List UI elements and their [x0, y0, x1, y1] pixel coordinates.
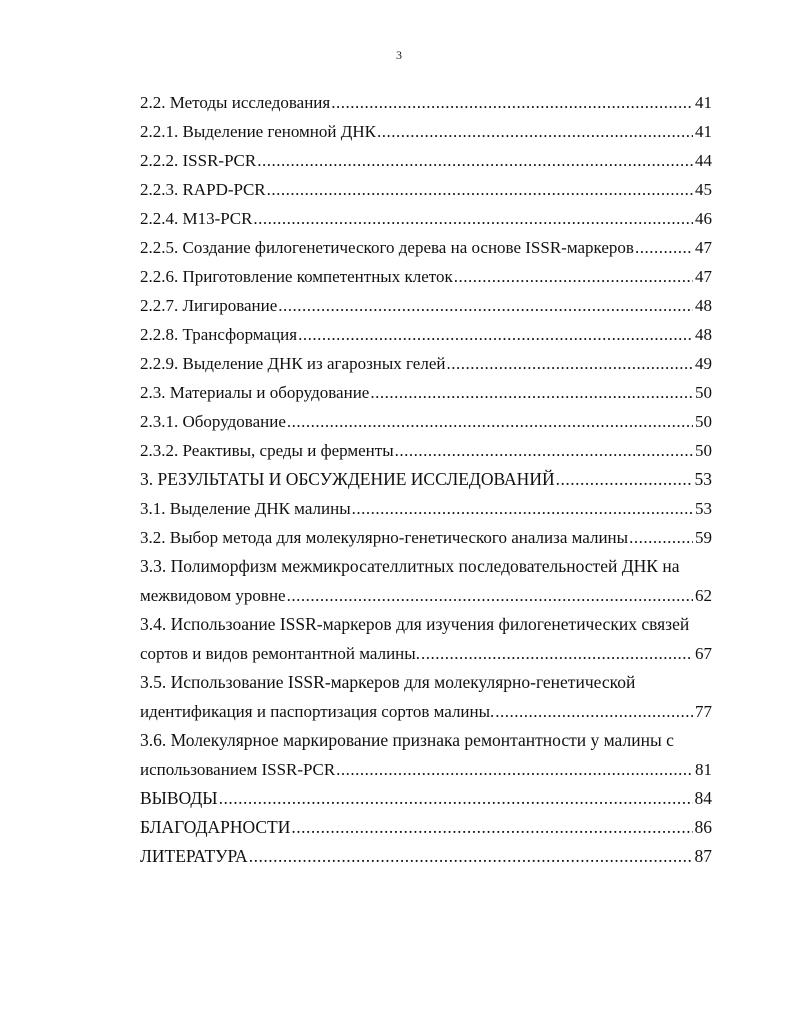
- dot-leader: [249, 842, 693, 871]
- toc-entry-title: идентификация и паспортизация сортов малины.: [140, 702, 495, 721]
- toc-entry: [140, 175, 712, 204]
- toc-entry-continued: [140, 552, 712, 581]
- dot-leader: [635, 233, 693, 262]
- toc-entry-page: 45: [695, 180, 712, 199]
- toc-entry: [140, 349, 712, 378]
- toc-entry-title: 2.2.8. Трансформация: [140, 325, 298, 344]
- dot-leader: [352, 494, 693, 523]
- toc-entry-continued: [140, 610, 712, 639]
- toc-entry-title: сортов и видов ремонтантной малины.: [140, 644, 420, 663]
- toc-entry: [140, 755, 712, 784]
- toc-entry-page: 48: [695, 325, 712, 344]
- toc-entry: [140, 813, 712, 842]
- dot-leader: [219, 784, 693, 813]
- toc-entry-page: 81: [695, 760, 712, 779]
- toc-entry: [140, 233, 712, 262]
- toc-entry-page: 41: [695, 122, 712, 141]
- dot-leader: [257, 146, 693, 175]
- toc-entry: [140, 88, 712, 117]
- toc-entry-page: 46: [695, 209, 712, 228]
- toc-entry-page: 87: [694, 846, 712, 866]
- toc-entry: [140, 320, 712, 349]
- toc-entry-title: 2.2. Методы исследования: [140, 93, 331, 112]
- toc-entry-page: 59: [695, 528, 712, 547]
- toc-entry-page: 84: [694, 788, 712, 808]
- dot-leader: [629, 523, 693, 552]
- toc-entry-continued: [140, 668, 712, 697]
- toc-entry: [140, 407, 712, 436]
- dot-leader: [267, 175, 693, 204]
- toc-entry-title: ВЫВОДЫ: [140, 788, 218, 808]
- page-number: 3: [396, 48, 402, 62]
- toc-entry-title: 2.3.2. Реактивы, среды и ферменты: [140, 441, 394, 460]
- dot-leader: [395, 436, 693, 465]
- dot-leader: [370, 378, 693, 407]
- toc-entry-page: 62: [695, 586, 712, 605]
- dot-leader: [421, 639, 693, 668]
- toc-entry-page: 49: [695, 354, 712, 373]
- dot-leader: [291, 813, 692, 842]
- toc-entry-title: 3.5. Использование ISSR-маркеров для молекулярно-генетической: [140, 672, 636, 692]
- toc-entry-title: 3.6. Молекулярное маркирование признака ремонтантности у малины с: [140, 730, 674, 750]
- toc-entry-page: 41: [695, 93, 712, 112]
- toc-entry-title: 2.2.5. Создание филогенетического дерева на основе ISSR-маркеров: [140, 238, 634, 257]
- dot-leader: [377, 117, 693, 146]
- toc-entry-title: 2.2.7. Лигирование: [140, 296, 278, 315]
- dot-leader: [495, 697, 693, 726]
- toc-entry: [140, 378, 712, 407]
- toc-entry-title: 2.2.9. Выделение ДНК из агарозных гелей: [140, 354, 446, 373]
- toc-entry-title: 3.2. Выбор метода для молекулярно-генетического анализа малины: [140, 528, 629, 547]
- dot-leader: [331, 88, 693, 117]
- dot-leader: [278, 291, 693, 320]
- dot-leader: [287, 407, 693, 436]
- toc-entry-continued: [140, 726, 712, 755]
- toc-entry: [140, 581, 712, 610]
- toc-entry-page: 44: [695, 151, 712, 170]
- toc-entry-title: межвидовом уровне: [140, 586, 286, 605]
- toc-entry-page: 67: [695, 644, 712, 663]
- toc-entry-page: 50: [695, 412, 712, 431]
- toc-entry: [140, 146, 712, 175]
- toc-entry: [140, 784, 712, 813]
- toc-entry: [140, 465, 712, 494]
- toc-entry-page: 50: [695, 441, 712, 460]
- toc-entry-page: 47: [695, 238, 712, 257]
- toc-entry: [140, 262, 712, 291]
- toc-entry-title: 3.1. Выделение ДНК малины: [140, 499, 351, 518]
- toc-entry-title: 2.2.1. Выделение геномной ДНК: [140, 122, 376, 141]
- toc-entry: [140, 697, 712, 726]
- dot-leader: [298, 320, 693, 349]
- toc-entry-title: 2.2.3. RAPD-PCR: [140, 180, 266, 199]
- toc-entry: [140, 523, 712, 552]
- table-of-contents: [140, 88, 712, 871]
- toc-entry-title: 3.4. Использоание ISSR-маркеров для изучения филогенетических связей: [140, 614, 690, 634]
- toc-entry: [140, 204, 712, 233]
- toc-entry-title: БЛАГОДАРНОСТИ: [140, 817, 291, 837]
- toc-entry-title: использованием ISSR-PCR: [140, 760, 336, 779]
- dot-leader: [446, 349, 693, 378]
- toc-entry: [140, 639, 712, 668]
- toc-entry-title: ЛИТЕРАТУРА: [140, 846, 248, 866]
- toc-entry: [140, 842, 712, 871]
- toc-entry-title: 2.2.6. Приготовление компетентных клеток: [140, 267, 453, 286]
- dot-leader: [253, 204, 693, 233]
- toc-entry-page: 47: [695, 267, 712, 286]
- toc-entry: [140, 291, 712, 320]
- dot-leader: [556, 465, 693, 494]
- toc-entry: [140, 436, 712, 465]
- toc-entry-page: 53: [694, 469, 712, 489]
- toc-entry-page: 48: [695, 296, 712, 315]
- toc-entry-title: 3. РЕЗУЛЬТАТЫ И ОБСУЖДЕНИЕ ИССЛЕДОВАНИЙ: [140, 469, 555, 489]
- toc-entry-page: 77: [695, 702, 712, 721]
- toc-entry-title: 2.2.4. M13-PCR: [140, 209, 253, 228]
- toc-entry: [140, 117, 712, 146]
- toc-entry-page: 50: [695, 383, 712, 402]
- toc-entry-page: 53: [695, 499, 712, 518]
- toc-entry-title: 2.3.1. Оборудование: [140, 412, 286, 431]
- dot-leader: [336, 755, 693, 784]
- toc-entry-title: 2.2.2. ISSR-PCR: [140, 151, 257, 170]
- dot-leader: [454, 262, 693, 291]
- toc-entry-page: 86: [694, 817, 712, 837]
- toc-entry-title: 3.3. Полиморфизм межмикросателлитных последовательностей ДНК на: [140, 556, 680, 576]
- dot-leader: [287, 581, 693, 610]
- toc-entry-title: 2.3. Материалы и оборудование: [140, 383, 370, 402]
- toc-entry: [140, 494, 712, 523]
